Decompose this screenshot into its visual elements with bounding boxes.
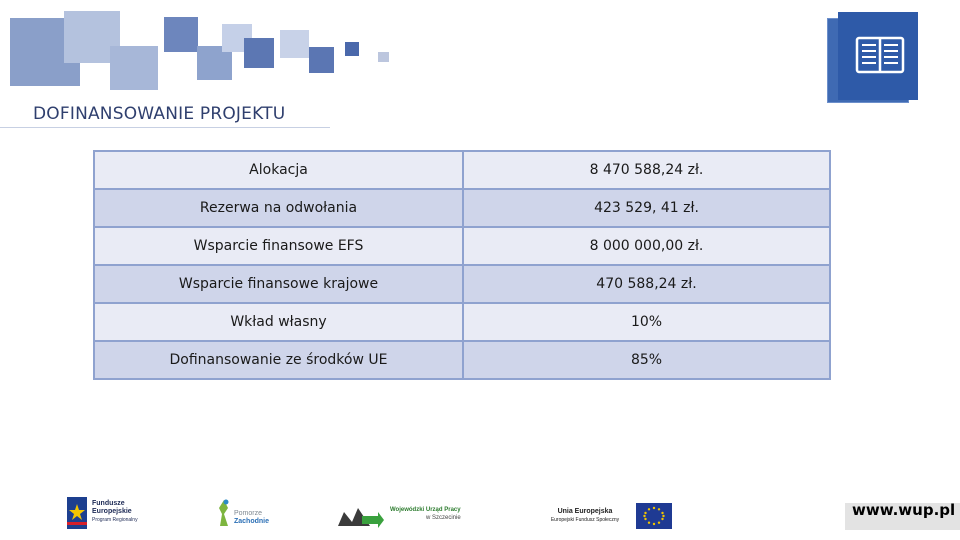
fe-line1: Fundusze	[92, 500, 125, 507]
pomorze-zachodnie-logo	[216, 498, 286, 532]
table-row	[94, 341, 830, 379]
deco-square	[110, 46, 158, 90]
ue-line2: Europejski Fundusz Społeczny	[550, 517, 620, 523]
row-value: 423 529, 41 zł.	[463, 189, 830, 227]
deco-square	[378, 52, 389, 62]
row-label: Alokacja	[94, 151, 463, 189]
fe-line2: Europejskie	[92, 508, 132, 515]
wup-blocks-icon	[336, 500, 384, 530]
pz-line2: Zachodnie	[234, 518, 270, 525]
table-row	[94, 265, 830, 303]
unia-europejska-logo	[540, 502, 680, 532]
title-divider	[0, 127, 330, 128]
row-label: Dofinansowanie ze środków UE	[94, 341, 463, 379]
fe-line3: Program Regionalny	[92, 517, 138, 523]
deco-square	[345, 42, 359, 56]
website-link[interactable]: www.wup.pl	[845, 503, 960, 530]
pz-line1: Pomorze	[234, 510, 263, 517]
funding-table	[93, 150, 831, 380]
row-label: Rezerwa na odwołania	[94, 189, 463, 227]
row-value: 85%	[463, 341, 830, 379]
row-label: Wkład własny	[94, 303, 463, 341]
table-row	[94, 189, 830, 227]
ue-line1: Unia Europejska	[557, 508, 613, 515]
wup-line1: Wojewódzki Urząd Pracy	[390, 507, 461, 513]
fe-star-icon	[66, 496, 88, 530]
deco-square	[309, 47, 334, 73]
row-value: 470 588,24 zł.	[463, 265, 830, 303]
deco-square	[244, 38, 274, 68]
deco-square	[280, 30, 309, 58]
row-value: 8 000 000,00 zł.	[463, 227, 830, 265]
row-label: Wsparcie finansowe krajowe	[94, 265, 463, 303]
row-value: 10%	[463, 303, 830, 341]
table-row	[94, 227, 830, 265]
fundusze-europejskie-logo	[66, 496, 156, 532]
wup-logo	[336, 500, 486, 532]
book-icon	[855, 32, 905, 76]
pomorze-figure-icon	[216, 498, 232, 528]
row-value: 8 470 588,24 zł.	[463, 151, 830, 189]
eu-flag-icon	[636, 503, 672, 529]
wup-line2: w Szczecinie	[426, 515, 461, 521]
table-row	[94, 151, 830, 189]
row-label: Wsparcie finansowe EFS	[94, 227, 463, 265]
table-row	[94, 303, 830, 341]
deco-square	[164, 17, 198, 52]
slide-title: DOFINANSOWANIE PROJEKTU	[33, 104, 286, 124]
